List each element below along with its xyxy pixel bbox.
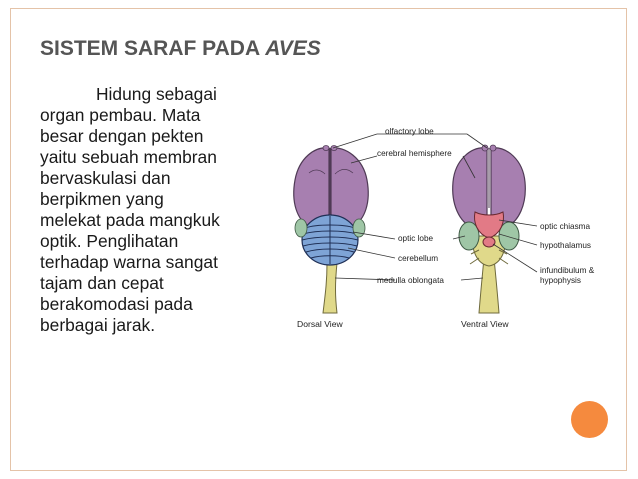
- ventral-hypophysis: [483, 237, 495, 247]
- label-optic-chiasma: optic chiasma: [540, 222, 591, 231]
- title-italic: AVES: [265, 37, 321, 60]
- body-line: Hidung sebagai: [96, 84, 217, 104]
- body-line: organ pembau. Mata: [40, 105, 201, 125]
- label-olfactory-lobe: olfactory lobe: [385, 127, 434, 136]
- ventral-brain: [453, 145, 526, 313]
- body-line: berakomodasi pada: [40, 294, 193, 314]
- body-paragraph: [40, 84, 288, 336]
- body-line: berpikmen yang: [40, 189, 164, 209]
- label-infundibulum: infundibulum &: [540, 266, 595, 275]
- body-line: melekat pada mangkuk: [40, 210, 220, 230]
- slide-title: [40, 37, 321, 61]
- body-line: bervaskulasi dan: [40, 168, 171, 188]
- dorsal-medulla: [323, 263, 337, 313]
- title-main: SISTEM SARAF PADA: [40, 37, 266, 60]
- body-line: yaitu sebuah membran: [40, 147, 217, 167]
- label-hypophysis: hypophysis: [540, 276, 581, 285]
- decorative-orange-circle: [571, 401, 608, 438]
- bird-brain-figure: [285, 118, 610, 338]
- body-line: terhadap warna sangat: [40, 252, 218, 272]
- body-line: berbagai jarak.: [40, 315, 156, 335]
- label-dorsal-view: Dorsal View: [297, 319, 343, 329]
- body-line: besar dengan pekten: [40, 126, 204, 146]
- label-cerebellum: cerebellum: [398, 254, 439, 263]
- dorsal-brain: [294, 146, 368, 314]
- bird-brain-diagram: [285, 118, 610, 338]
- label-optic-lobe: optic lobe: [398, 234, 434, 243]
- label-medulla-oblongata: medulla oblongata: [377, 276, 444, 285]
- label-hypothalamus: hypothalamus: [540, 241, 591, 250]
- body-line: tajam dan cepat: [40, 273, 164, 293]
- label-cerebral-hemisphere: cerebral hemisphere: [377, 149, 452, 158]
- label-ventral-view: Ventral View: [461, 319, 509, 329]
- body-line: optik. Penglihatan: [40, 231, 179, 251]
